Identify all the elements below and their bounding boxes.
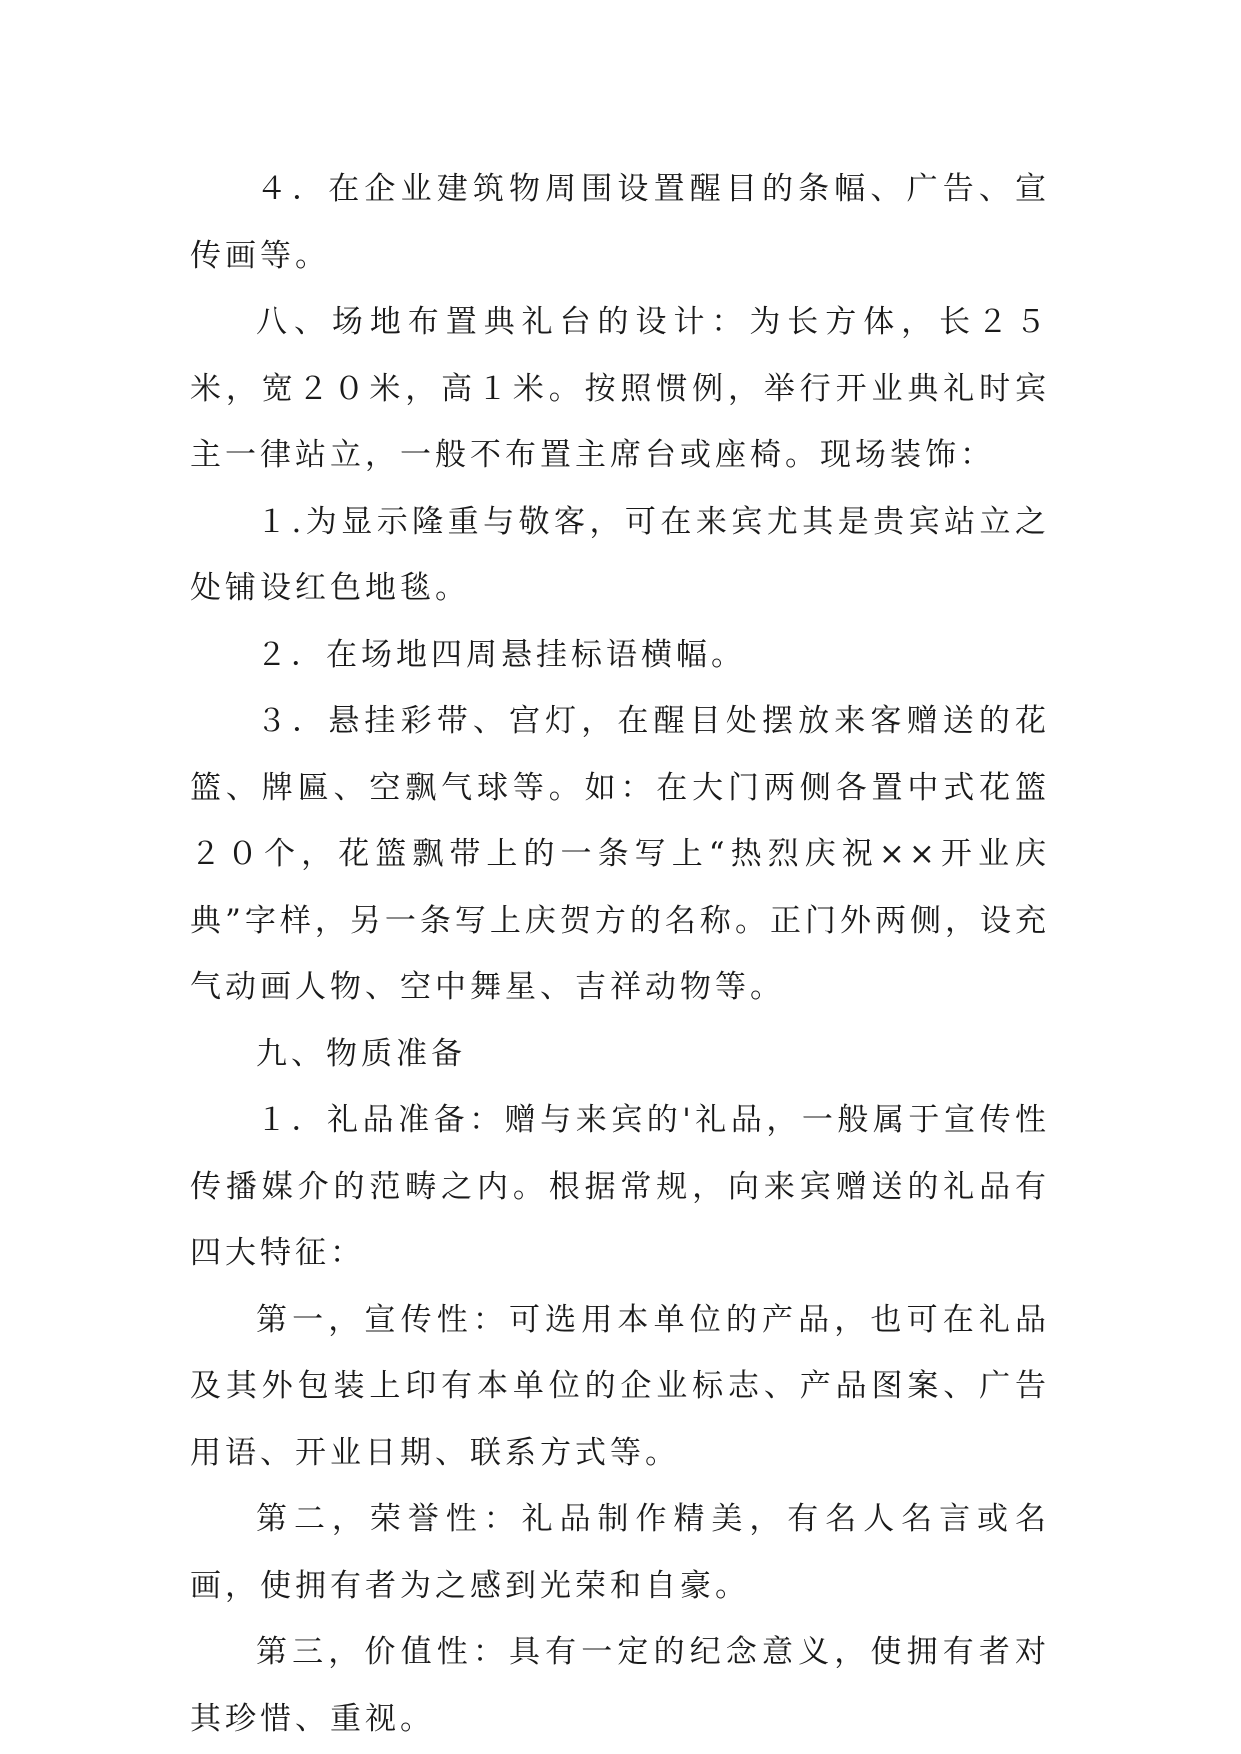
paragraph-feature-value: 第三，价值性：具有一定的纪念意义，使拥有者对其珍惜、重视。 bbox=[190, 1634, 1050, 1737]
paragraph-feature-honor: 第二，荣誉性：礼品制作精美，有名人名言或名画，使拥有者为之感到光荣和自豪。 bbox=[190, 1501, 1050, 1604]
paragraph-item-2-slogans: ２．在场地四周悬挂标语横幅。 bbox=[256, 636, 746, 673]
section-9-material-preparation: 九、物质准备 bbox=[256, 1035, 466, 1072]
document-body bbox=[190, 156, 1050, 1752]
paragraph-gift-preparation: １．礼品准备：赠与来宾的'礼品，一般属于宣传性传播媒介的范畴之内。根据常规，向来宾赠送的礼品有四大特征： bbox=[190, 1102, 1050, 1271]
paragraph-item-4-banners: ４．在企业建筑物周围设置醒目的条幅、广告、宣传画等。 bbox=[190, 171, 1050, 274]
paragraph-item-1-carpet: １.为显示隆重与敬客，可在来宾尤其是贵宾站立之处铺设红色地毯。 bbox=[190, 503, 1050, 606]
section-8-venue-layout: 八、场地布置典礼台的设计：为长方体，长２５米，宽２０米，高１米。按照惯例，举行开业典礼时宾主一律站立，一般不布置主席台或座椅。现场装饰： bbox=[190, 304, 1050, 473]
paragraph-feature-promotional: 第一，宣传性：可选用本单位的产品，也可在礼品及其外包装上印有本单位的企业标志、产品图案、广告用语、开业日期、联系方式等。 bbox=[190, 1301, 1050, 1471]
paragraph-item-3-decorations: ３．悬挂彩带、宫灯，在醒目处摆放来客赠送的花篮、牌匾、空飘气球等。如：在大门两侧各置中式花篮２０个，花篮飘带上的一条写上“热烈庆祝××开业庆典”字样，另一条写上庆贺方的名称。正门外两侧，设充气动画人物、空中舞星、吉祥动物等。 bbox=[190, 703, 1050, 1005]
